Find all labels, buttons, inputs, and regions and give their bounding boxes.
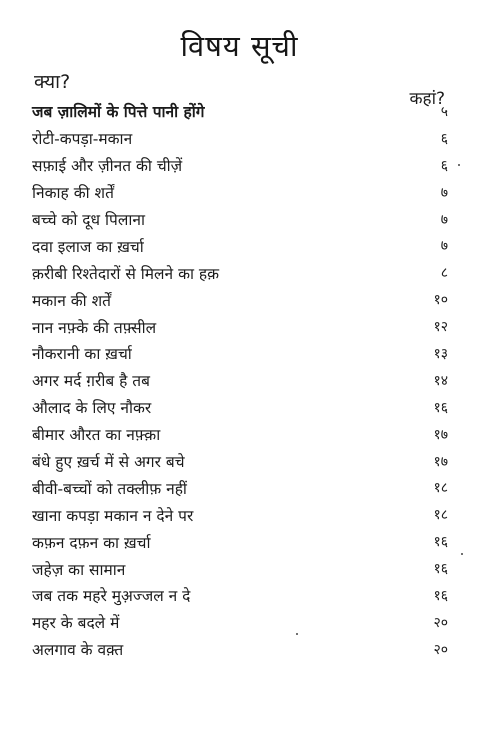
toc-entry-title: बीमार औरत का नफ़्क़ा xyxy=(32,426,161,445)
page-column-label: कहां? xyxy=(409,89,445,109)
toc-entry-page: १८ xyxy=(433,507,448,524)
toc-entry xyxy=(32,555,450,582)
toc-entry xyxy=(32,313,450,340)
toc-entry xyxy=(32,582,450,609)
toc-entry xyxy=(32,421,450,448)
toc-entry-title: नौकरानी का ख़र्चा xyxy=(32,345,132,364)
toc-entry-page: ६ xyxy=(440,130,448,147)
toc-entry-title: नान नफ़्के की तफ़्सील xyxy=(32,318,157,337)
toc-entry-title: निकाह की शर्तें xyxy=(32,184,114,203)
toc-entry xyxy=(32,152,450,179)
toc-entry-title: मकान की शर्तें xyxy=(32,291,111,310)
toc-entry-title: बच्चे को दूध पिलाना xyxy=(32,211,145,229)
contents-column-label: क्या? xyxy=(34,71,71,93)
toc-entry-page: ८ xyxy=(440,265,448,282)
toc-entry-page: १४ xyxy=(433,372,448,389)
toc-entry-page: १६ xyxy=(433,587,448,604)
toc-entry-title: कफ़न दफ़न का ख़र्चा xyxy=(32,533,151,552)
toc-entry xyxy=(32,259,450,286)
toc-entry xyxy=(32,286,450,313)
toc-entry-title: दवा इलाज का ख़र्चा xyxy=(32,237,144,256)
toc-entry-page: १६ xyxy=(433,399,448,416)
toc-entry-page: ५ xyxy=(440,103,448,120)
scan-speck xyxy=(461,553,463,555)
toc-entry xyxy=(32,474,450,501)
toc-entry-page: ७ xyxy=(440,184,448,201)
toc-entry-title: सफ़ाई और ज़ीनत की चीज़ें xyxy=(32,157,183,176)
toc-entry-page: १८ xyxy=(433,480,448,497)
toc-entry-page: ७ xyxy=(440,211,448,228)
toc-entry-page: १६ xyxy=(433,561,448,578)
toc-entry xyxy=(32,340,450,367)
toc-entry-page: २० xyxy=(433,614,448,631)
toc-entry-page: ६ xyxy=(440,157,448,174)
toc-entry xyxy=(32,394,450,421)
toc-entry-title: औलाद के लिए नौकर xyxy=(32,399,152,418)
toc-entry-page: २० xyxy=(433,641,448,658)
toc-entry-page: १६ xyxy=(433,534,448,551)
toc-entry-title: महर के बदले में xyxy=(32,614,120,633)
toc-entry xyxy=(32,367,450,394)
toc-entry xyxy=(32,501,450,528)
toc-entry xyxy=(32,636,450,663)
toc-entry-title: अगर मर्द ग़रीब है तब xyxy=(32,372,150,391)
scan-speck xyxy=(296,633,298,635)
toc-entry-page: १७ xyxy=(433,426,448,443)
scan-speck xyxy=(458,164,460,166)
toc-entry-title: खाना कपड़ा मकान न देने पर xyxy=(32,506,194,525)
toc-entry xyxy=(32,179,450,206)
toc-entry-page: १२ xyxy=(433,319,448,336)
toc-entry-title: बंधे हुए ख़र्च में से अगर बचे xyxy=(32,453,185,472)
toc-entry xyxy=(32,232,450,259)
toc-entry-page: १० xyxy=(433,292,448,309)
toc-entry-title: जब तक महरे मुअ़ज्जल न दे xyxy=(32,587,191,606)
toc-entry-page: १३ xyxy=(433,345,448,362)
toc-entry xyxy=(32,125,450,152)
toc-entry-title: अलगाव के वक़्त xyxy=(32,641,124,660)
toc-entry xyxy=(32,609,450,636)
toc-entry-title: रोटी-कपड़ा-मकान xyxy=(32,130,133,149)
toc-entry xyxy=(32,206,450,233)
toc-entry-page: १७ xyxy=(433,453,448,470)
toc-entry-title: क़रीबी रिश्तेदारों से मिलने का हक़ xyxy=(32,264,220,283)
toc-entry-title: बीवी-बच्चों को तक्लीफ़ नहीं xyxy=(32,479,187,498)
toc-entry-page: ७ xyxy=(440,238,448,255)
toc-entry xyxy=(32,98,450,125)
toc-entry xyxy=(32,528,450,555)
toc-entry xyxy=(32,448,450,475)
table-of-contents xyxy=(32,98,450,663)
toc-entry-title: जब ज़ालिमों के पित्ते पानी होंगे xyxy=(32,103,205,122)
toc-entry-title: जहेज़ का सामान xyxy=(32,560,126,579)
page-title: विषय सूची xyxy=(180,29,299,63)
